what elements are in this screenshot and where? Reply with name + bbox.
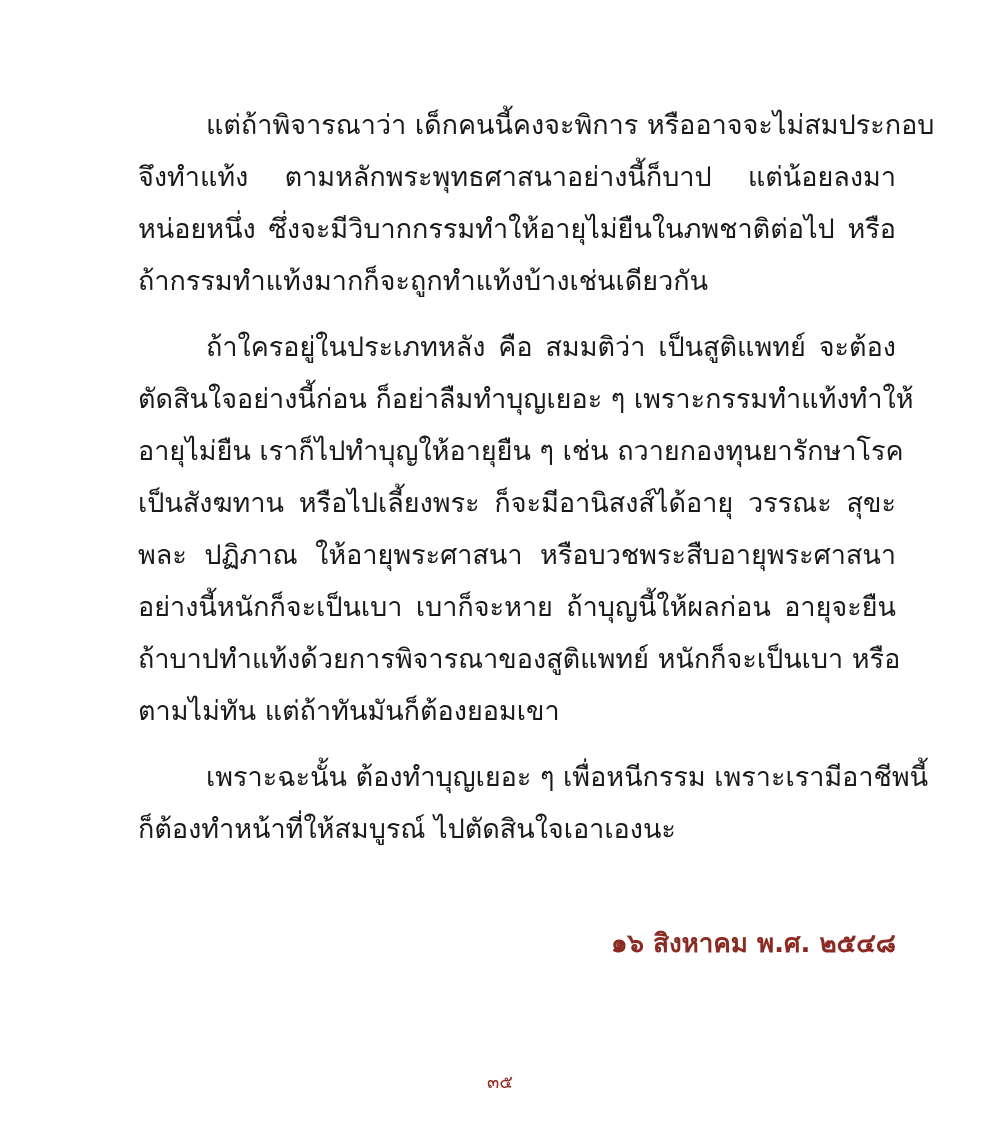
paragraph-line: แต่ถ้าพิจารณาว่า เด็กคนนี้คงจะพิการ หรืออาจจะไม่สมประกอบ: [206, 110, 935, 141]
page-number: ๓๕: [487, 1072, 513, 1093]
body-text: [138, 100, 935, 856]
paragraph-line: อายุไม่ยืน เราก็ไปทำบุญให้อายุยืน ๆ เช่น ถวายกองทุนยารักษาโรค: [138, 436, 904, 467]
paragraph-line: เพราะฉะนั้น ต้องทำบุญเยอะ ๆ เพื่อหนีกรรม เพราะเรามีอาชีพนี้: [206, 762, 929, 793]
paragraph-2: [138, 322, 914, 738]
date-signature: ๑๖ สิงหาคม พ.ศ. ๒๕๔๘: [611, 929, 896, 959]
paragraph-line: จึงทำแท้ง ตามหลักพระพุทธศาสนาอย่างนี้ก็บาป แต่น้อยลงมา: [138, 162, 896, 193]
paragraph-3: [138, 752, 929, 856]
paragraph-line: ตัดสินใจอย่างนี้ก่อน ก็อย่าลืมทำบุญเยอะ ๆ เพราะกรรมทำแท้งทำให้: [138, 384, 914, 415]
paragraph-line: ถ้าใครอยู่ในประเภทหลัง คือ สมมติว่า เป็นสูติแพทย์ จะต้อง: [206, 332, 896, 363]
paragraph-line: หน่อยหนึ่ง ซึ่งจะมีวิบากกรรมทำให้อายุไม่ยืนในภพชาติต่อไป หรือ: [138, 214, 896, 245]
paragraph-line: ตามไม่ทัน แต่ถ้าทันมันก็ต้องยอมเขา: [138, 696, 560, 727]
paragraph-line: พละ ปฏิภาณ ให้อายุพระศาสนา หรือบวชพระสืบอายุพระศาสนา: [138, 540, 896, 571]
paragraph-line: ก็ต้องทำหน้าที่ให้สมบูรณ์ ไปตัดสินใจเอาเองนะ: [138, 814, 676, 845]
paragraph-line: ถ้าบาปทำแท้งด้วยการพิจารณาของสูติแพทย์ หนักก็จะเป็นเบา หรือ: [138, 644, 901, 675]
paragraph-line: ถ้ากรรมทำแท้งมากก็จะถูกทำแท้งบ้างเช่นเดียวกัน: [138, 266, 709, 297]
paragraph-line: เป็นสังฆทาน หรือไปเลี้ยงพระ ก็จะมีอานิสงส์ได้อายุ วรรณะ สุขะ: [138, 488, 896, 519]
paragraph-line: อย่างนี้หนักก็จะเป็นเบา เบาก็จะหาย ถ้าบุญนี้ให้ผลก่อน อายุจะยืน: [138, 592, 896, 623]
paragraph-1: [138, 100, 935, 308]
